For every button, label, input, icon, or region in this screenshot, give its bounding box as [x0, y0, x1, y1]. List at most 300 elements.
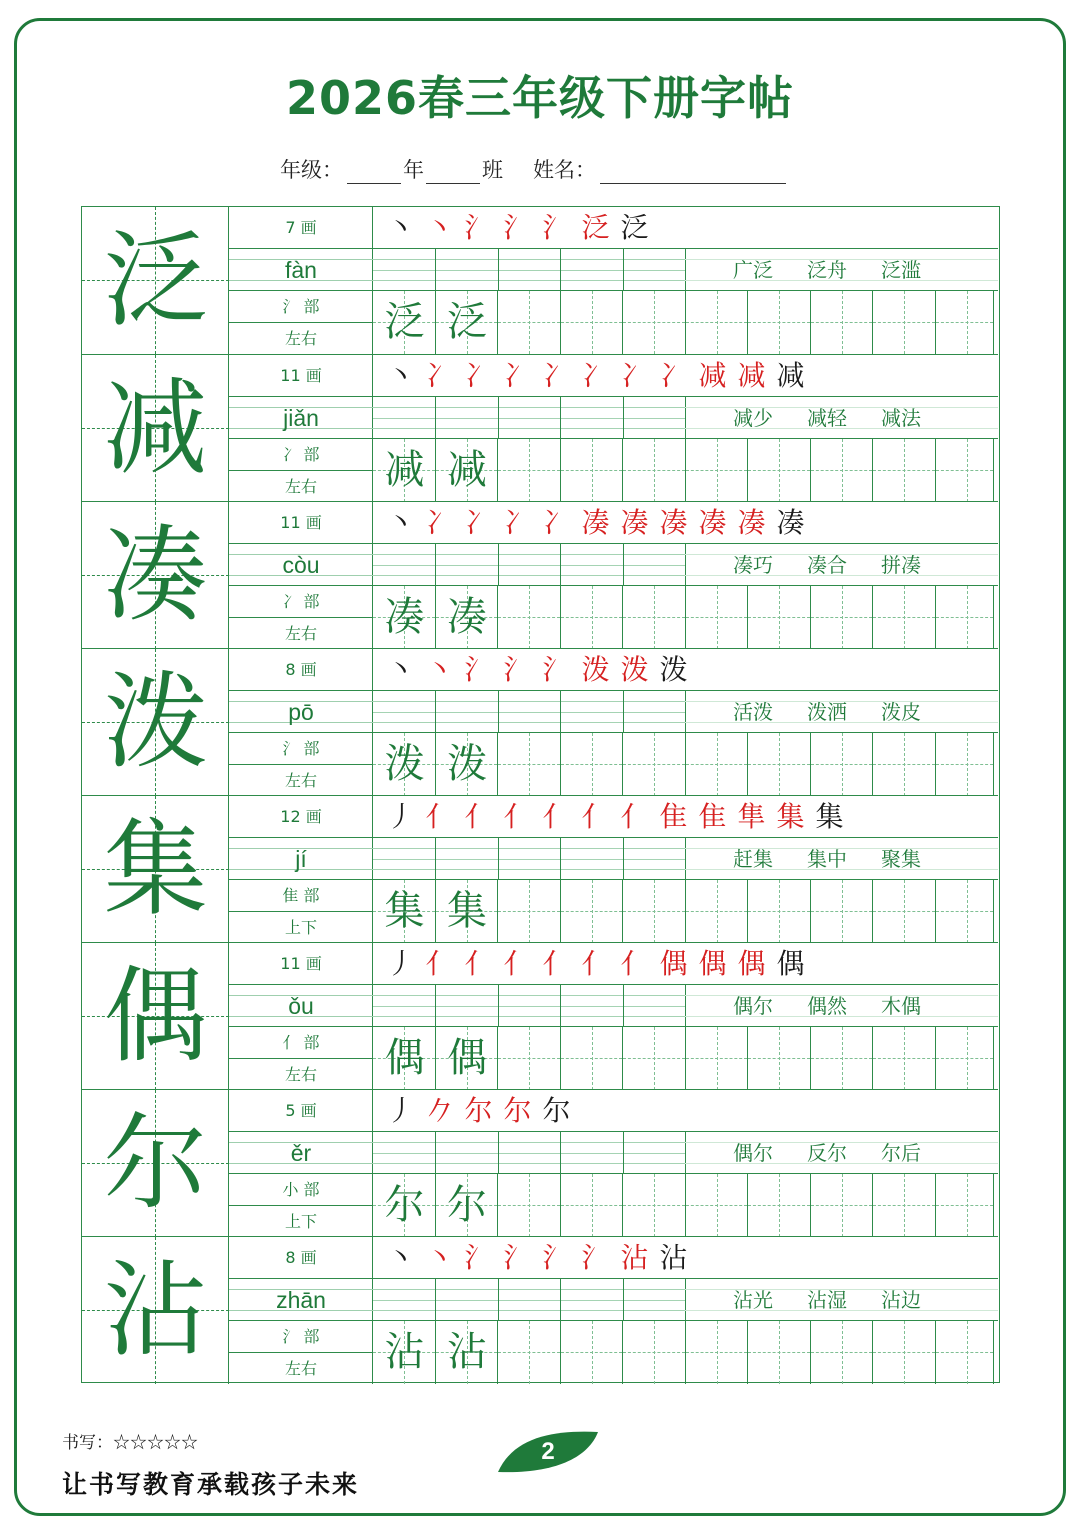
character-row — [82, 354, 998, 501]
stroke-step: 丶 — [425, 1241, 454, 1274]
tian-square[interactable] — [623, 1027, 686, 1090]
tian-square — [436, 291, 499, 354]
example-words — [733, 1279, 955, 1321]
tian-square[interactable] — [561, 880, 624, 943]
model-character: 泼 — [103, 661, 208, 783]
class-label: 班 — [482, 158, 503, 182]
structure: 左右 — [284, 624, 317, 643]
student-info — [280, 150, 788, 184]
tian-square[interactable] — [748, 880, 811, 943]
stroke-count: 11 画 — [229, 355, 373, 397]
tian-square[interactable] — [748, 586, 811, 649]
stroke-step: 氵 — [542, 1241, 571, 1274]
tian-square[interactable] — [686, 586, 749, 649]
tracing-character: 泼 — [447, 741, 487, 787]
stroke-step: 亻 — [503, 800, 532, 833]
tian-square[interactable] — [748, 1027, 811, 1090]
tracing-character: 泼 — [384, 741, 425, 787]
words-line — [373, 838, 998, 880]
stroke-step: 冫 — [503, 359, 532, 392]
stroke-step: 偶 — [737, 947, 766, 980]
name-label: 姓名： — [533, 158, 596, 182]
tracing-grid — [373, 586, 998, 649]
stroke-step: 丶 — [425, 211, 454, 244]
tian-square — [373, 1174, 436, 1237]
stroke-step: 氵 — [542, 653, 571, 686]
practice-area — [373, 207, 998, 354]
stroke-step: 尔 — [464, 1094, 493, 1127]
stroke-step: 冫 — [659, 359, 688, 392]
model-character-box — [82, 355, 229, 502]
example-word: 反尔 — [807, 1141, 847, 1165]
tracing-character: 偶 — [447, 1035, 487, 1081]
stroke-step: 集 — [776, 800, 805, 833]
stroke-count: 11 画 — [229, 943, 373, 985]
example-word: 凑巧 — [733, 553, 773, 577]
stroke-order-line — [373, 1237, 998, 1279]
model-character-box — [82, 943, 229, 1090]
stroke-step: 亻 — [542, 800, 571, 833]
stroke-step: 隹 — [698, 800, 727, 833]
stroke-step: 丶 — [386, 359, 415, 392]
example-word: 尔后 — [881, 1141, 921, 1165]
stroke-step: 泼 — [581, 653, 610, 686]
grade-label: 年级： — [280, 158, 343, 182]
tracing-grid — [373, 1027, 998, 1090]
example-words — [733, 1132, 955, 1174]
tian-square[interactable] — [811, 291, 874, 354]
stroke-step: 氵 — [503, 653, 532, 686]
example-word: 泛滥 — [881, 258, 921, 282]
stroke-order-line — [373, 796, 998, 838]
pinyin-cell — [229, 985, 373, 1027]
words-line — [373, 1279, 998, 1321]
tian-square[interactable] — [873, 439, 936, 502]
tracing-character: 集 — [447, 888, 487, 934]
tian-square[interactable] — [498, 1174, 561, 1237]
name-blank[interactable] — [600, 158, 786, 184]
pinyin: zhān — [276, 1287, 326, 1313]
stroke-step: 亻 — [542, 947, 571, 980]
structure: 左右 — [284, 1065, 317, 1084]
tian-square[interactable] — [873, 1321, 936, 1384]
practice-area — [373, 943, 998, 1090]
model-character: 集 — [103, 808, 208, 930]
radical: 亻 部 — [229, 1027, 373, 1059]
tian-square[interactable] — [936, 880, 994, 943]
character-info — [229, 796, 373, 943]
tian-square[interactable] — [936, 1027, 994, 1090]
radical: 冫 部 — [229, 439, 373, 471]
tracing-character: 减 — [384, 447, 425, 493]
structure: 左右 — [284, 771, 317, 790]
tracing-character: 泛 — [384, 299, 425, 345]
tian-square — [436, 733, 499, 796]
stroke-order-line — [373, 943, 998, 985]
tian-square — [373, 586, 436, 649]
example-word: 沾边 — [881, 1288, 921, 1312]
tian-square — [436, 1174, 499, 1237]
stroke-step: 丿 — [386, 1094, 415, 1127]
stroke-step: 冫 — [581, 359, 610, 392]
page-number-leaf — [496, 1428, 600, 1476]
stroke-step: 冫 — [542, 506, 571, 539]
stroke-step: 丿 — [386, 800, 415, 833]
tian-square[interactable] — [561, 439, 624, 502]
tracing-grid — [373, 880, 998, 943]
example-word: 偶尔 — [733, 994, 773, 1018]
stroke-count: 12 画 — [229, 796, 373, 838]
tian-square[interactable] — [748, 733, 811, 796]
radical: 氵 部 — [229, 291, 373, 323]
stroke-step: 凑 — [698, 506, 727, 539]
stroke-step: 泛 — [581, 211, 610, 244]
stroke-step: 凑 — [776, 506, 805, 539]
tian-square[interactable] — [936, 733, 994, 796]
pinyin-cell — [229, 1279, 373, 1321]
stroke-step: 沾 — [659, 1241, 688, 1274]
stroke-step: 丶 — [386, 653, 415, 686]
tian-square[interactable] — [498, 586, 561, 649]
tian-square[interactable] — [748, 1321, 811, 1384]
tian-square[interactable] — [498, 1321, 561, 1384]
pinyin: còu — [282, 552, 320, 578]
tian-square[interactable] — [873, 1174, 936, 1237]
tian-square[interactable] — [623, 1321, 686, 1384]
tian-square[interactable] — [936, 291, 994, 354]
structure: 上下 — [284, 1212, 317, 1231]
stroke-step: 减 — [776, 359, 805, 392]
tracing-grid — [373, 291, 998, 354]
tian-square — [373, 880, 436, 943]
year-label: 年 — [403, 158, 424, 182]
practice-area — [373, 1237, 998, 1384]
example-word: 赶集 — [733, 847, 773, 871]
stroke-step: 集 — [815, 800, 844, 833]
stroke-step: 氵 — [464, 1241, 493, 1274]
stroke-step: 亻 — [620, 947, 649, 980]
tian-square[interactable] — [623, 439, 686, 502]
stroke-step: 冫 — [425, 506, 454, 539]
stroke-step: 尔 — [503, 1094, 532, 1127]
stroke-step: 亻 — [581, 947, 610, 980]
example-words — [733, 985, 955, 1027]
tian-square[interactable] — [748, 439, 811, 502]
radical: 冫 部 — [229, 586, 373, 618]
model-character-box — [82, 502, 229, 649]
character-row — [82, 942, 998, 1089]
words-line — [373, 691, 998, 733]
stroke-order-line — [373, 1090, 998, 1132]
pinyin-cell — [229, 1132, 373, 1174]
tian-square[interactable] — [498, 291, 561, 354]
stroke-step: 丶 — [386, 1241, 415, 1274]
model-character: 偶 — [103, 955, 208, 1077]
tian-square[interactable] — [811, 1027, 874, 1090]
tian-square[interactable] — [873, 733, 936, 796]
pinyin-cell — [229, 249, 373, 291]
example-words — [733, 249, 955, 291]
practice-area — [373, 796, 998, 943]
stroke-step: 丶 — [386, 506, 415, 539]
rating-stars: 书写：☆☆☆☆☆ — [62, 1433, 198, 1453]
page-number: 2 — [541, 1438, 555, 1465]
stroke-step: 亻 — [503, 947, 532, 980]
structure: 左右 — [284, 329, 317, 348]
tian-square[interactable] — [748, 1174, 811, 1237]
tian-square[interactable] — [686, 1321, 749, 1384]
tian-square — [436, 1321, 499, 1384]
tracing-character: 偶 — [384, 1035, 425, 1081]
pinyin-cell — [229, 838, 373, 880]
example-word: 拼凑 — [881, 553, 921, 577]
stroke-step: 隹 — [659, 800, 688, 833]
words-line — [373, 1132, 998, 1174]
example-words — [733, 838, 955, 880]
tian-square — [436, 880, 499, 943]
stroke-step: 冫 — [503, 506, 532, 539]
example-word: 偶然 — [807, 994, 847, 1018]
tian-square[interactable] — [686, 1174, 749, 1237]
tian-square[interactable] — [811, 439, 874, 502]
tian-square[interactable] — [811, 1174, 874, 1237]
example-word: 沾湿 — [807, 1288, 847, 1312]
tian-square[interactable] — [561, 1174, 624, 1237]
example-word: 偶尔 — [733, 1141, 773, 1165]
tracing-character: 尔 — [384, 1182, 425, 1228]
stroke-order-line — [373, 355, 998, 397]
tian-square[interactable] — [623, 291, 686, 354]
example-word: 活泼 — [733, 700, 773, 724]
practice-table — [81, 206, 1000, 1383]
example-words — [733, 397, 955, 439]
stroke-step: 冫 — [464, 359, 493, 392]
tian-square — [436, 439, 499, 502]
stroke-count: 8 画 — [229, 649, 373, 691]
stroke-step: 氵 — [503, 211, 532, 244]
character-info — [229, 355, 373, 502]
character-info — [229, 502, 373, 649]
stroke-step: 偶 — [698, 947, 727, 980]
tian-square[interactable] — [561, 1027, 624, 1090]
stroke-order-line — [373, 502, 998, 544]
stroke-step: 丶 — [425, 653, 454, 686]
stroke-step: 亻 — [581, 800, 610, 833]
tian-square[interactable] — [561, 291, 624, 354]
example-word: 广泛 — [733, 258, 773, 282]
tian-square — [373, 1321, 436, 1384]
stroke-step: 减 — [698, 359, 727, 392]
tian-square[interactable] — [686, 880, 749, 943]
stroke-step: 偶 — [776, 947, 805, 980]
stroke-step: 凑 — [581, 506, 610, 539]
grade-blank[interactable] — [347, 158, 401, 184]
model-character-box — [82, 649, 229, 796]
tian-square[interactable] — [748, 291, 811, 354]
character-info — [229, 207, 373, 354]
words-line — [373, 249, 998, 291]
tian-square[interactable] — [873, 586, 936, 649]
tian-square[interactable] — [498, 880, 561, 943]
stroke-step: 凑 — [659, 506, 688, 539]
example-word: 泼皮 — [881, 700, 921, 724]
example-word: 木偶 — [881, 994, 921, 1018]
practice-area — [373, 1090, 998, 1237]
tian-square[interactable] — [686, 439, 749, 502]
words-line — [373, 397, 998, 439]
tracing-character: 尔 — [447, 1182, 487, 1228]
pinyin: ěr — [290, 1140, 312, 1166]
stroke-step: 冫 — [464, 506, 493, 539]
pinyin: jí — [295, 846, 307, 872]
tracing-grid — [373, 1321, 998, 1384]
radical: 小 部 — [229, 1174, 373, 1206]
stroke-step: 丶 — [386, 211, 415, 244]
pinyin: ǒu — [288, 993, 314, 1019]
structure: 左右 — [284, 477, 317, 496]
tracing-character: 沾 — [447, 1329, 487, 1375]
tracing-character: 集 — [384, 888, 425, 934]
stroke-step: 氵 — [581, 1241, 610, 1274]
practice-area — [373, 355, 998, 502]
stroke-count: 7 画 — [229, 207, 373, 249]
stroke-step: 氵 — [464, 211, 493, 244]
stroke-step: 偶 — [659, 947, 688, 980]
stroke-step: 亻 — [620, 800, 649, 833]
character-info — [229, 943, 373, 1090]
tian-square[interactable] — [498, 1027, 561, 1090]
class-blank[interactable] — [426, 158, 480, 184]
tian-square[interactable] — [623, 733, 686, 796]
stroke-step: 隼 — [737, 800, 766, 833]
character-info — [229, 1237, 373, 1384]
tian-square[interactable] — [561, 1321, 624, 1384]
tian-square — [373, 1027, 436, 1090]
pinyin: fàn — [285, 257, 317, 283]
tian-square — [373, 439, 436, 502]
stroke-step: 减 — [737, 359, 766, 392]
stroke-order-line — [373, 649, 998, 691]
tian-square[interactable] — [686, 1027, 749, 1090]
tian-square[interactable] — [811, 1321, 874, 1384]
tracing-character: 凑 — [447, 594, 487, 640]
stroke-step: 氵 — [503, 1241, 532, 1274]
radical: 隹 部 — [229, 880, 373, 912]
tian-square[interactable] — [873, 1027, 936, 1090]
character-row — [82, 207, 998, 354]
tian-square[interactable] — [936, 586, 994, 649]
stroke-step: 亻 — [425, 800, 454, 833]
stroke-count: 5 画 — [229, 1090, 373, 1132]
model-character: 减 — [103, 367, 208, 489]
pinyin-cell — [229, 544, 373, 586]
tracing-character: 泛 — [447, 299, 487, 345]
example-word: 减少 — [733, 406, 773, 430]
example-words — [733, 691, 955, 733]
model-character: 沾 — [103, 1249, 208, 1371]
example-word: 沾光 — [733, 1288, 773, 1312]
tracing-character: 沾 — [384, 1329, 425, 1375]
character-row — [82, 1089, 998, 1236]
tian-square[interactable] — [561, 586, 624, 649]
tian-square[interactable] — [873, 291, 936, 354]
model-character: 凑 — [103, 514, 208, 636]
stroke-step: 沾 — [620, 1241, 649, 1274]
slogan: 让书写教育承载孩子未来 — [62, 1470, 360, 1499]
tian-square[interactable] — [623, 586, 686, 649]
tian-square — [436, 586, 499, 649]
tian-square[interactable] — [561, 733, 624, 796]
tian-square[interactable] — [686, 291, 749, 354]
tracing-character: 减 — [447, 447, 487, 493]
practice-area — [373, 649, 998, 796]
stroke-step: 亻 — [464, 800, 493, 833]
stroke-step: 泼 — [659, 653, 688, 686]
character-info — [229, 1090, 373, 1237]
example-word: 凑合 — [807, 553, 847, 577]
stroke-step: 氵 — [542, 211, 571, 244]
stroke-step: 泼 — [620, 653, 649, 686]
stroke-count: 8 画 — [229, 1237, 373, 1279]
stroke-step: 泛 — [620, 211, 649, 244]
stroke-step: 冫 — [620, 359, 649, 392]
stroke-step: 冫 — [425, 359, 454, 392]
words-line — [373, 544, 998, 586]
stroke-step: 凑 — [737, 506, 766, 539]
words-line — [373, 985, 998, 1027]
tian-square[interactable] — [811, 880, 874, 943]
stroke-step: 𠂊 — [425, 1094, 454, 1127]
model-character: 泛 — [103, 219, 208, 341]
stroke-step: 亻 — [425, 947, 454, 980]
tian-square[interactable] — [686, 733, 749, 796]
tian-square[interactable] — [498, 733, 561, 796]
tian-square[interactable] — [936, 439, 994, 502]
tian-square[interactable] — [623, 1174, 686, 1237]
radical: 氵 部 — [229, 1321, 373, 1353]
character-row — [82, 648, 998, 795]
tracing-grid — [373, 733, 998, 796]
tian-square[interactable] — [498, 439, 561, 502]
character-row — [82, 795, 998, 942]
pinyin-cell — [229, 397, 373, 439]
stroke-step: 丿 — [386, 947, 415, 980]
example-word: 泛舟 — [807, 258, 847, 282]
character-info — [229, 649, 373, 796]
character-row — [82, 501, 998, 648]
tian-square[interactable] — [873, 880, 936, 943]
tracing-grid — [373, 439, 998, 502]
model-character-box — [82, 207, 229, 354]
example-word: 泼洒 — [807, 700, 847, 724]
tian-square[interactable] — [936, 1321, 994, 1384]
stroke-step: 冫 — [542, 359, 571, 392]
tracing-grid — [373, 1174, 998, 1237]
tian-square[interactable] — [623, 880, 686, 943]
tian-square[interactable] — [936, 1174, 994, 1237]
radical: 氵 部 — [229, 733, 373, 765]
tian-square[interactable] — [811, 586, 874, 649]
model-character-box — [82, 1237, 229, 1384]
stroke-step: 氵 — [464, 653, 493, 686]
pinyin: pō — [288, 699, 314, 725]
stroke-step: 凑 — [620, 506, 649, 539]
tian-square — [373, 291, 436, 354]
stroke-count: 11 画 — [229, 502, 373, 544]
tian-square[interactable] — [811, 733, 874, 796]
structure: 左右 — [284, 1359, 317, 1378]
model-character-box — [82, 1090, 229, 1237]
